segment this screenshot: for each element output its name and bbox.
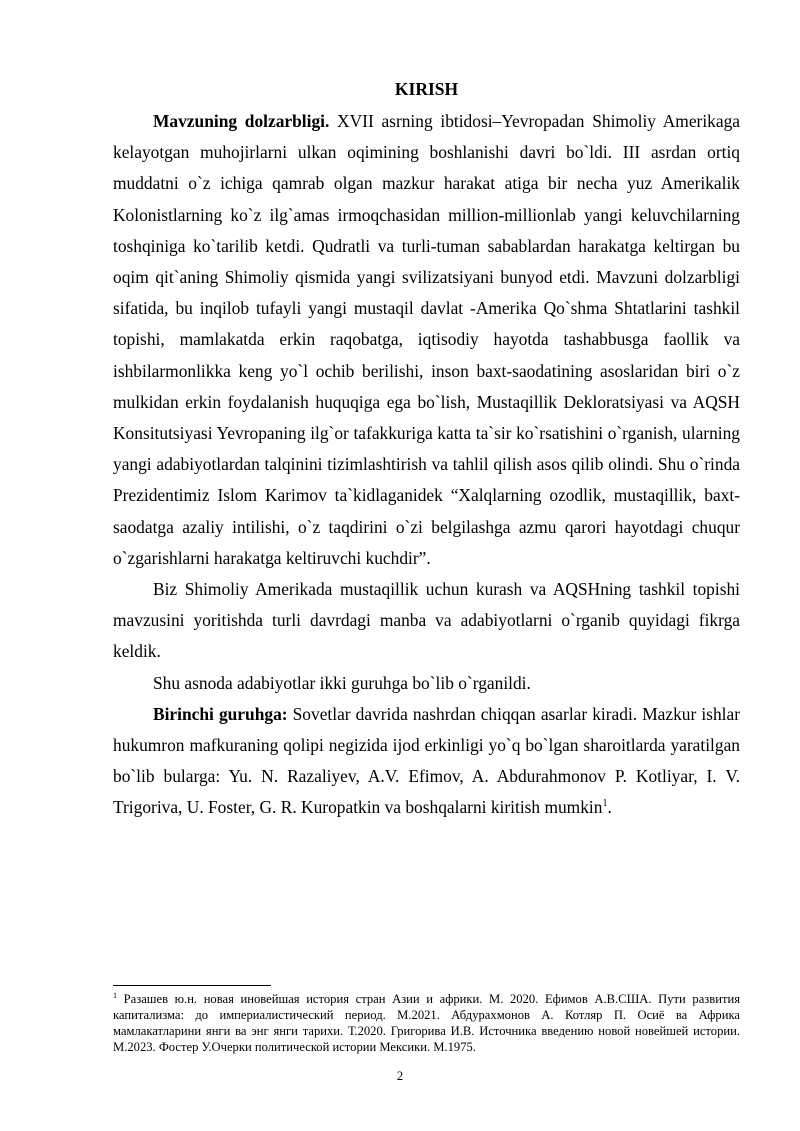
- footnote-number: 1: [113, 990, 117, 1000]
- paragraph-lead: Mavzuning dolzarbligi.: [153, 111, 330, 131]
- paragraph-relevance: [113, 106, 740, 574]
- body-text: [113, 106, 740, 824]
- paragraph-lead: Birinchi guruhga:: [153, 703, 288, 724]
- paragraph-tail: .: [607, 797, 612, 818]
- paragraph-study: [113, 574, 740, 668]
- page-title: KIRISH: [394, 79, 459, 99]
- paragraph-text: Shu asnoda adabiyotlar ikki guruhga bo`lib o`rganildi.: [153, 672, 531, 693]
- paragraph-groups: [113, 668, 740, 699]
- paragraph-text: Sovetlar davrida nashrdan chiqqan asarlar kiradi. Mazkur ishlar hukumron mafkuraning qolipi negizida ijod erkinligi yo`q bo`lgan sharoitlarda yaratilgan bo`lib bularga: Yu. N. Razaliyev, A.V. Efimov, A. Abdurahmonov P. Kotliyar, I. V. Trigoriva, U. Foster, G. R. Kuropatkin va boshqalarni kiritish mumkin: [113, 703, 740, 818]
- paragraph-text: XVII asrning ibtidosi–Yevropadan Shimoliy Amerikaga kelayotgan muhojirlarni ulkan oqimining boshlanishi davri bo`ldi. III asrdan ortiq muddatni o`z ichiga qamrab olgan mazkur harakat atiga bir necha yuz Amerikalik Kolonistlarning ko`z ilg`amas irmoqchasidan million-millionlab yangi keluvchilarning toshqiniga ko`tarilib ketdi. Qudratli va turli-tuman sabablardan harakatga keltirgan bu oqim qit`aning Shimoliy qismida yangi svilizatsiyani bunyod etdi. Mavzuni dolzarbligi sifatida, bu inqilob tufayli yangi mustaqil davlat -Amerika Qo`shma Shtatlarini tashkil topishi, mamlakatda erkin raqobatga, iqtisodiy hayotda tashabbusga faollik va ishbilarmonlikka keng yo`l ochib berilishi, inson baxt-saodatining asoslaridan biri o`z mulkidan erkin foydalanish huquqiga ega bo`lish, Mustaqillik Dekloratsiyasi va AQSH Konsitutsiyasi Yevropaning ilg`or tafakkuriga katta ta`sir ko`rsatishini o`rganish, ularning yangi adabiyotlardan talqinini tizimlashtirish va tahlil qilish asos qilib olindi. Shu o`rinda Prezidentimiz Islom Karimov ta`kidlaganidek “Xalqlarning ozodlik, mustaqillik, baxt-saodatga azaliy intilishi, o`z taqdirini o`zi belgilashga azmu qarori hayotdagi chuqur o`zgarishlarni harakatga keltiruvchi kuchdir”.: [113, 111, 740, 568]
- paragraph-first-group: [113, 699, 740, 824]
- page-number: 2: [396, 1068, 404, 1083]
- footnote-text: Разашев ю.н. новая иновейшая история стран Азии и африки. М. 2020. Ефимов А.В.США. Пути развития капитализма: до империалистический период. М.2021. Абдурахмонов А. Котляр П. Осиё ва Африка мамлакатларини янги ва энг янги тарихи. Т.2020. Григорива И.В. Источника введению новой новейшей истории. М.2023. Фостер У.Очерки политической истории Мексики. М.1975.: [113, 992, 740, 1054]
- footnote: [113, 991, 740, 1055]
- footnote-reference[interactable]: 1: [602, 798, 608, 810]
- footnote-divider: [113, 985, 271, 986]
- paragraph-text: Biz Shimoliy Amerikada mustaqillik uchun kurash va AQSHning tashkil topishi mavzusini yoritishda turli davrdagi manba va adabiyotlarni o`rganib quyidagi fikrga keldik.: [113, 579, 740, 662]
